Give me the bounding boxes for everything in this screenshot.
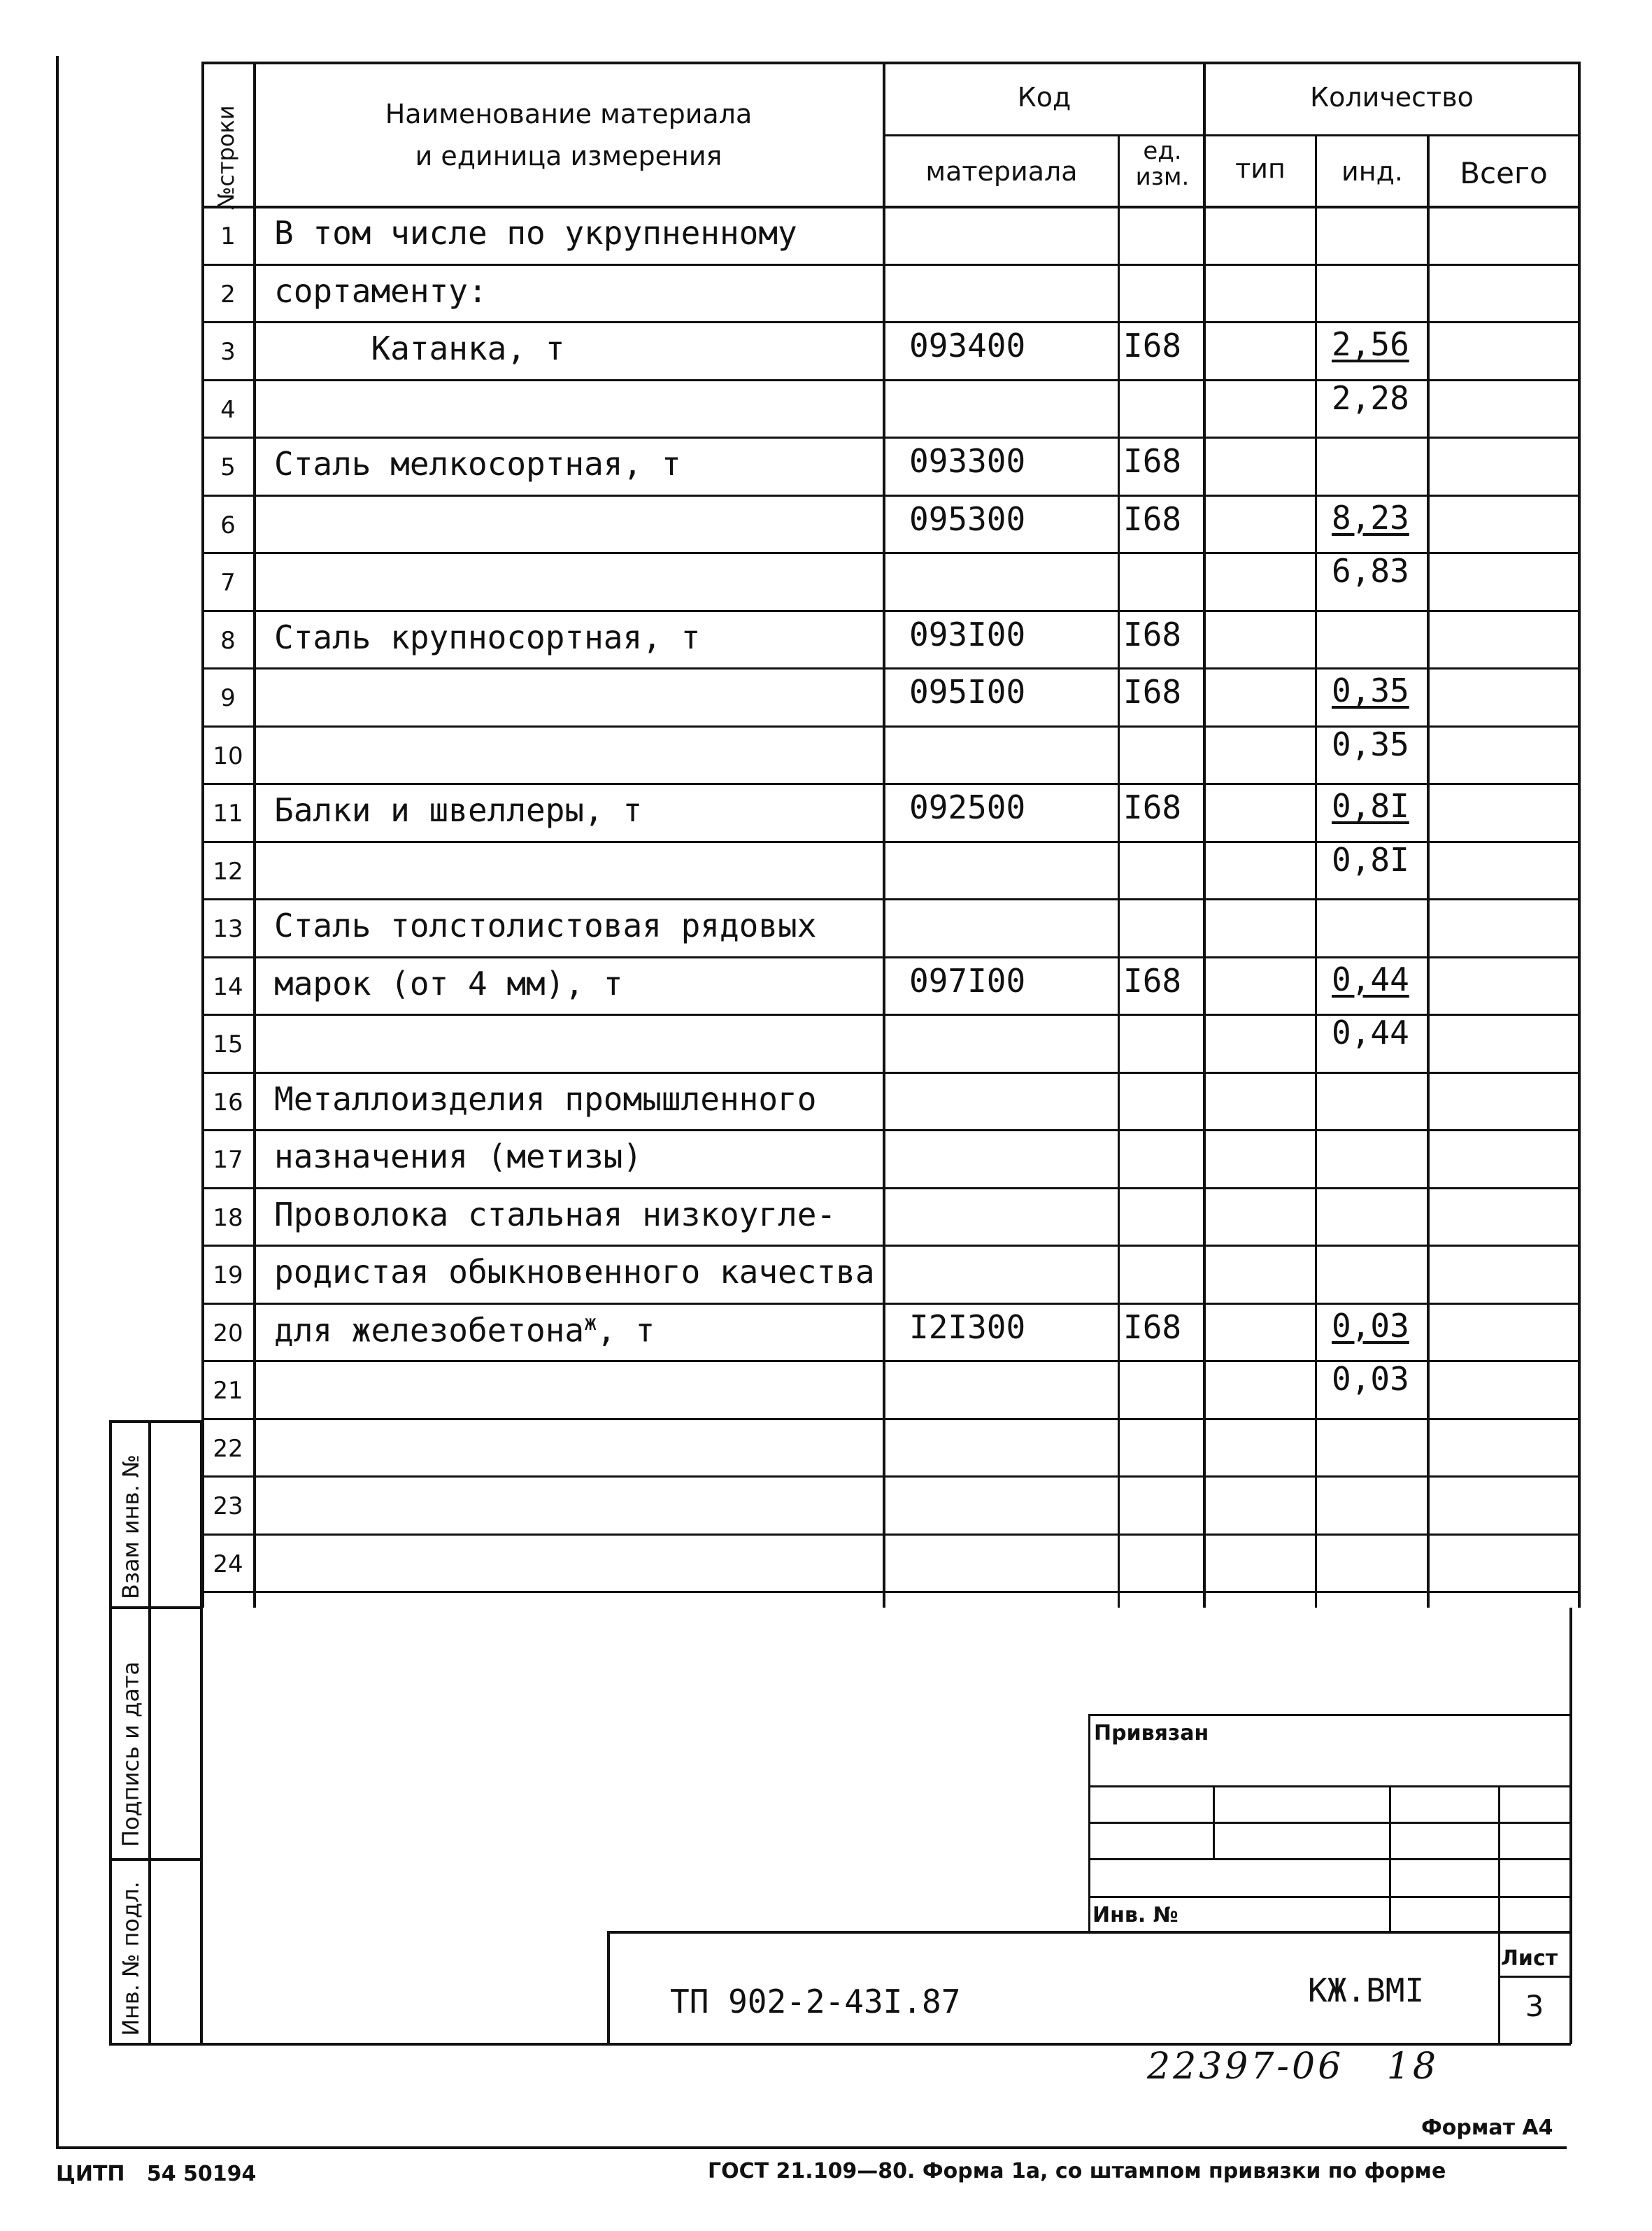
material-code: 095300 bbox=[909, 500, 1026, 538]
row-number: 23 bbox=[213, 1492, 243, 1520]
material-name-text: В том числе по укрупненному bbox=[274, 214, 797, 252]
row-number: 17 bbox=[213, 1146, 243, 1174]
qty-individual: 0,35 bbox=[1332, 672, 1409, 709]
qty-individual: 2,28 bbox=[1332, 378, 1409, 417]
material-name bbox=[274, 791, 642, 829]
bottom-margin-line bbox=[56, 2146, 1567, 2149]
unit-code: I68 bbox=[1123, 615, 1182, 653]
row-divider bbox=[201, 437, 1579, 439]
doc-code: ТП 902-2-43I.87 bbox=[670, 1983, 961, 2020]
material-name-text: Металлоизделия промышленного bbox=[274, 1079, 817, 1118]
qty-individual: 2,56 bbox=[1332, 325, 1409, 363]
doc-mark: КЖ.ВМI bbox=[1308, 1971, 1425, 2009]
footer-right: ГОСТ 21.109—80. Форма 1а, со штампом привязки по форме bbox=[708, 2159, 1446, 2183]
material-name bbox=[274, 1311, 655, 1349]
row-number: 4 bbox=[220, 395, 236, 424]
material-name bbox=[274, 907, 816, 944]
row-number: 16 bbox=[213, 1088, 243, 1117]
material-name-text: Сталь мелкосортная, т bbox=[274, 445, 681, 483]
row-number: 15 bbox=[213, 1030, 243, 1058]
qty-type-header: тип bbox=[1235, 153, 1286, 184]
row-divider bbox=[201, 321, 1579, 323]
material-name bbox=[274, 1138, 642, 1175]
format-label: Формат А4 bbox=[1421, 2116, 1553, 2140]
row-divider bbox=[201, 1187, 1579, 1189]
unit-code: I68 bbox=[1123, 500, 1182, 538]
row-number: 6 bbox=[220, 511, 236, 539]
unit-code: I68 bbox=[1123, 961, 1182, 1000]
unit-code: I68 bbox=[1123, 673, 1182, 711]
row-number: 7 bbox=[220, 569, 236, 597]
row-divider bbox=[201, 264, 1579, 266]
material-code: 095I00 bbox=[909, 673, 1026, 711]
row-number: 14 bbox=[213, 972, 243, 1001]
qty-individual: 0,8I bbox=[1332, 787, 1409, 825]
material-code: 093400 bbox=[909, 327, 1026, 364]
qty-individual: 0,8I bbox=[1332, 840, 1409, 879]
material-name-text: Сталь толстолистовая рядовых bbox=[274, 907, 817, 944]
material-name-text: Сталь крупносортная, т bbox=[274, 618, 701, 656]
material-name-text: марок (от 4 мм), т bbox=[274, 964, 623, 1003]
left-margin-line bbox=[56, 56, 59, 2148]
row-number: 2 bbox=[220, 280, 236, 309]
signature-date-label: Подпись и дата bbox=[118, 1661, 144, 1847]
vzam-inv-label: Взам инв. № bbox=[118, 1454, 144, 1599]
row-divider bbox=[201, 956, 1579, 958]
material-name bbox=[274, 214, 797, 252]
row-number: 24 bbox=[213, 1550, 243, 1578]
row-divider bbox=[201, 667, 1579, 670]
material-code: 093I00 bbox=[909, 615, 1026, 653]
material-code: I2I300 bbox=[909, 1308, 1026, 1346]
handwritten-number: 22397-06 18 bbox=[1147, 2046, 1439, 2088]
material-name bbox=[274, 1253, 875, 1291]
footnote-mark: ж bbox=[584, 1310, 597, 1336]
row-divider bbox=[201, 1534, 1579, 1536]
footer-left: ЦИТП 54 50194 bbox=[56, 2162, 257, 2186]
row-divider bbox=[201, 1418, 1579, 1420]
row-divider bbox=[201, 1129, 1579, 1131]
material-code: 092500 bbox=[909, 788, 1026, 826]
row-number: 12 bbox=[213, 857, 243, 886]
material-name-unit: , т bbox=[597, 1310, 655, 1349]
qty-individual: 8,23 bbox=[1332, 498, 1409, 537]
row-number: 11 bbox=[213, 800, 243, 828]
code-unit-header: ед. изм. bbox=[1135, 137, 1190, 192]
material-name bbox=[274, 330, 564, 367]
unit-code: I68 bbox=[1123, 327, 1182, 364]
qty-individual: 6,83 bbox=[1332, 552, 1409, 590]
unit-code: I68 bbox=[1123, 442, 1182, 480]
row-divider bbox=[201, 783, 1579, 785]
material-name bbox=[274, 1080, 816, 1118]
qty-individual: 0,03 bbox=[1332, 1306, 1409, 1345]
row-number-header: №строки bbox=[213, 105, 239, 210]
row-number: 19 bbox=[213, 1261, 243, 1289]
row-divider bbox=[201, 495, 1579, 497]
row-divider bbox=[201, 1475, 1579, 1478]
material-name-text: Проволока стальная низкоугле- bbox=[274, 1195, 836, 1233]
privyazan-label: Привязан bbox=[1094, 1721, 1209, 1745]
code-header: Код bbox=[1017, 82, 1071, 113]
row-number: 3 bbox=[220, 338, 236, 366]
inv-no-label: Инв. № bbox=[1092, 1903, 1179, 1927]
material-code: 093300 bbox=[909, 442, 1026, 480]
unit-code: I68 bbox=[1123, 788, 1182, 826]
quantity-header: Количество bbox=[1310, 82, 1474, 113]
material-name-text: Балки и швеллеры, т bbox=[274, 791, 643, 829]
inv-podl-label: Инв. № подл. bbox=[118, 1881, 144, 2036]
qty-individual: 0,44 bbox=[1332, 960, 1409, 998]
row-divider bbox=[201, 898, 1579, 900]
material-name bbox=[274, 1196, 836, 1233]
code-material-header: материала bbox=[925, 156, 1078, 187]
name-header-line2: и единица измерения bbox=[415, 141, 722, 171]
qty-total-header: Всего bbox=[1460, 156, 1548, 190]
row-divider bbox=[201, 1303, 1579, 1305]
qty-individual: 0,35 bbox=[1332, 725, 1409, 763]
sheet-number: 3 bbox=[1525, 1989, 1544, 2023]
row-number: 8 bbox=[220, 626, 236, 655]
row-number: 1 bbox=[220, 222, 236, 250]
row-number: 22 bbox=[213, 1434, 243, 1463]
row-number: 18 bbox=[213, 1203, 243, 1232]
row-number: 5 bbox=[220, 453, 236, 481]
material-name-text: родистая обыкновенного качества bbox=[274, 1253, 875, 1291]
name-header-line1: Наименование материала bbox=[385, 99, 753, 129]
material-name-text: Катанка, т bbox=[274, 330, 565, 367]
row-divider bbox=[201, 1245, 1579, 1247]
row-divider bbox=[201, 610, 1579, 612]
row-number: 10 bbox=[213, 742, 243, 770]
material-name-text: назначения (метизы) bbox=[274, 1138, 643, 1175]
row-number: 21 bbox=[213, 1377, 243, 1405]
material-code: 097I00 bbox=[909, 961, 1026, 1000]
row-number: 9 bbox=[220, 684, 236, 712]
material-name bbox=[274, 965, 623, 1003]
sheet-label: Лист bbox=[1501, 1946, 1558, 1971]
unit-code: I68 bbox=[1123, 1308, 1182, 1346]
qty-individual: 0,44 bbox=[1332, 1014, 1409, 1051]
material-name bbox=[274, 272, 487, 310]
qty-ind-header: инд. bbox=[1341, 156, 1403, 187]
material-name-text: для железобетона bbox=[274, 1310, 585, 1349]
qty-individual: 0,03 bbox=[1332, 1360, 1409, 1398]
row-divider bbox=[201, 1072, 1579, 1074]
row-number: 20 bbox=[213, 1319, 243, 1347]
material-name bbox=[274, 445, 681, 483]
row-divider bbox=[201, 1591, 1579, 1593]
material-name bbox=[274, 618, 700, 656]
row-number: 13 bbox=[213, 915, 243, 943]
material-name-text: сортаменту: bbox=[274, 271, 487, 310]
